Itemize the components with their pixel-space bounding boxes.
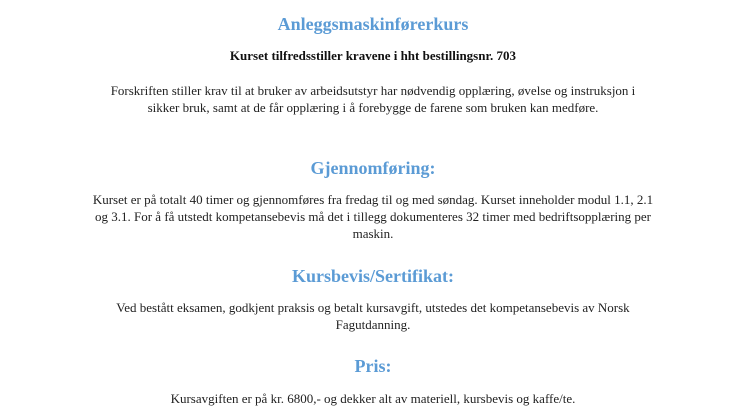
- page-subtitle: Kurset tilfredsstiller kravene i hht bestillingsnr. 703: [229, 48, 517, 63]
- section-body-kursbevis: Ved bestått eksamen, godkjent praksis og betalt kursavgift, utstedes det kompetansebevis av Norsk Fagutdanning.: [116, 300, 630, 332]
- section-heading-gjennomforing: Gjennomføring:: [310, 158, 436, 178]
- intro-paragraph: Forskriften stiller krav til at bruker av arbeidsutstyr har nødvendig opplæring, øvelse og instruksjon i sikker bruk, samt at de får opplæring i å forebygge de farene som bruken kan medføre.: [110, 83, 636, 115]
- page-title: Anleggsmaskinførerkurs: [277, 14, 469, 34]
- section-body-gjennomforing: Kurset er på totalt 40 timer og gjennomføres fra fredag til og med søndag. Kurset inneholder modul 1.1, 2.1 og 3.1. For å få utstedt kompetansebevis må det i tillegg dokumenteres 32 timer med bedriftsopplæring per maskin.: [92, 192, 654, 241]
- section-heading-pris: Pris:: [354, 356, 392, 376]
- section-heading-kursbevis: Kursbevis/Sertifikat:: [292, 266, 454, 286]
- section-body-pris: Kursavgiften er på kr. 6800,- og dekker alt av materiell, kursbevis og kaffe/te.: [170, 391, 576, 406]
